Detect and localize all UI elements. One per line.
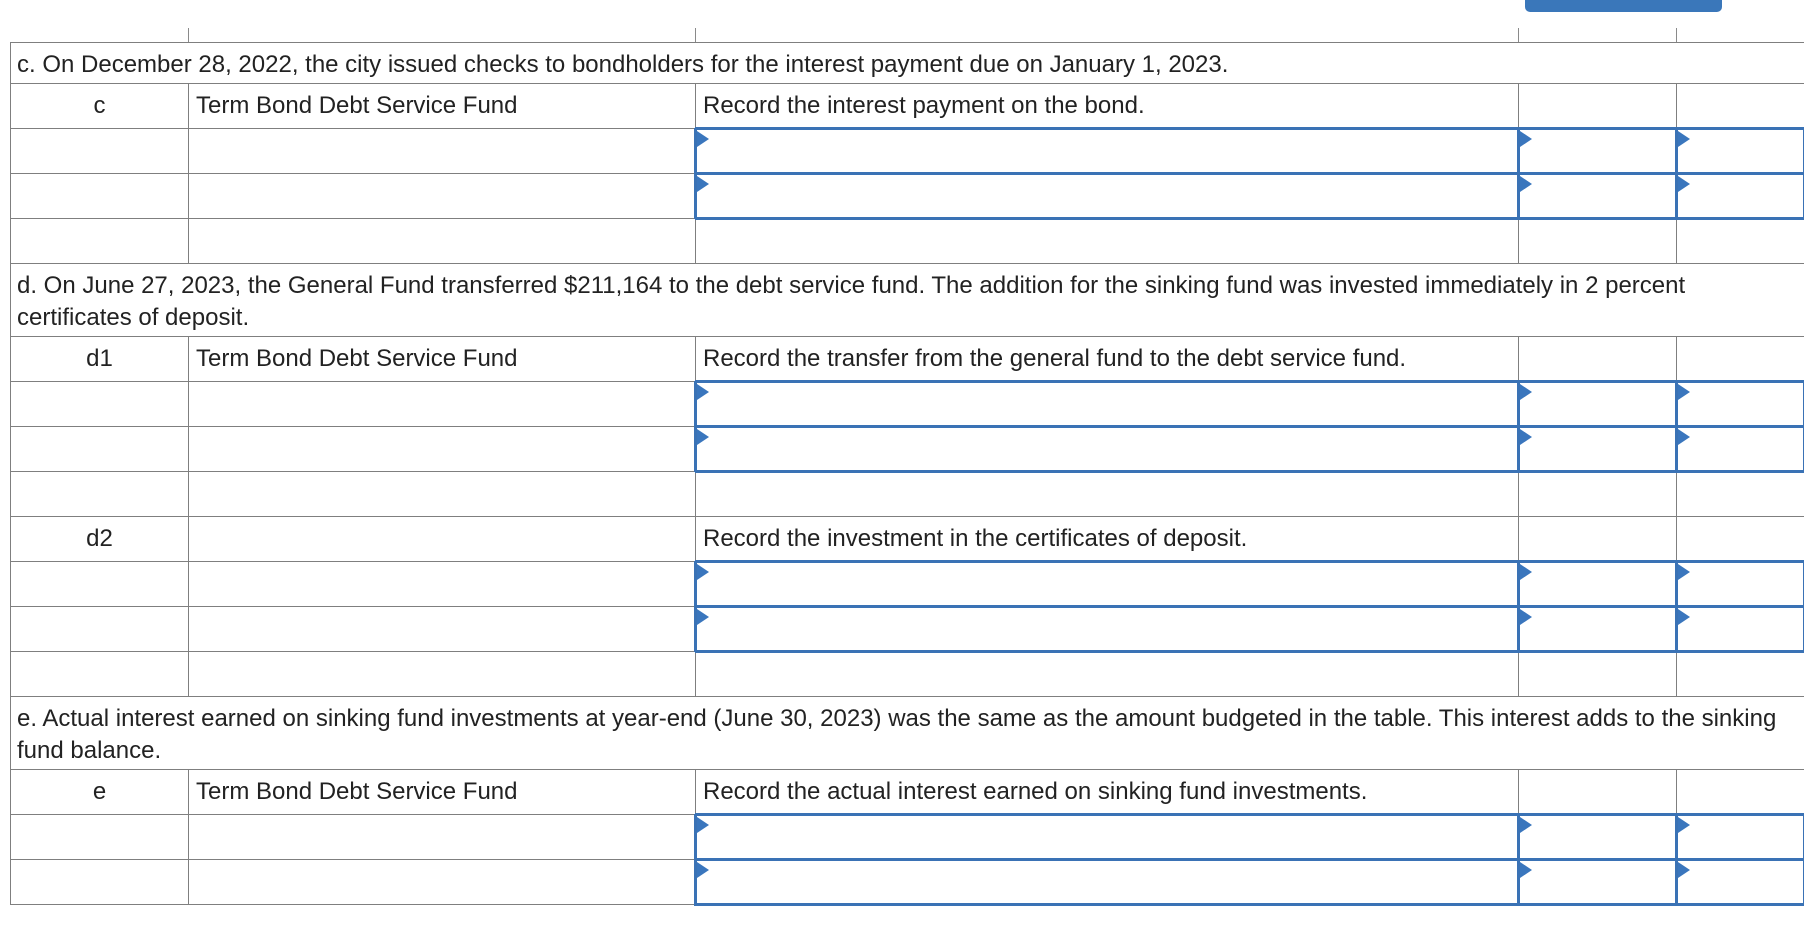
debit-cell[interactable] (1519, 815, 1677, 860)
dropdown-marker-icon (697, 384, 709, 400)
blank-cell (696, 652, 1519, 697)
blank-cell (1677, 219, 1804, 264)
spacer-row (11, 652, 1804, 697)
spacer-row (11, 219, 1804, 264)
debit-cell[interactable] (1519, 860, 1677, 905)
column-divider (695, 28, 696, 42)
credit-input[interactable] (1678, 563, 1803, 605)
journal-entry-table (10, 42, 1804, 906)
account-select[interactable] (696, 382, 1519, 427)
blank-cell (1519, 219, 1677, 264)
credit-cell[interactable] (1677, 174, 1804, 219)
entry-header-row (11, 770, 1804, 815)
transaction-d-description: d. On June 27, 2023, the General Fund transferred $211,164 to the debt service fund. The addition for the sinking fund was invested immediately in 2 percent certificates of deposit. (11, 264, 1804, 337)
dropdown-marker-icon (697, 817, 709, 833)
account-input[interactable] (697, 861, 1517, 903)
column-divider (1518, 28, 1519, 42)
journal-input-row (11, 562, 1804, 607)
journal-input-row (11, 129, 1804, 174)
blank-cell (11, 219, 189, 264)
credit-cell[interactable] (1677, 382, 1804, 427)
debit-cell[interactable] (1519, 427, 1677, 472)
blank-cell (11, 174, 189, 219)
blank-cell (11, 382, 189, 427)
transaction-c-description: c. On December 28, 2022, the city issued checks to bondholders for the interest payment due on January 1, 2023. (11, 43, 1804, 84)
entry-label: d2 (11, 517, 189, 562)
dropdown-marker-icon (1678, 817, 1690, 833)
dropdown-marker-icon (1678, 176, 1690, 192)
blank-cell (189, 860, 696, 905)
debit-header-cell (1519, 84, 1677, 129)
debit-input[interactable] (1520, 861, 1675, 903)
fund-name: Term Bond Debt Service Fund (189, 770, 696, 815)
account-select[interactable] (696, 607, 1519, 652)
debit-cell[interactable] (1519, 129, 1677, 174)
credit-input[interactable] (1678, 175, 1803, 217)
dropdown-marker-icon (697, 862, 709, 878)
account-input[interactable] (697, 130, 1517, 172)
blank-cell (189, 562, 696, 607)
fund-name: Term Bond Debt Service Fund (189, 84, 696, 129)
debit-input[interactable] (1520, 608, 1675, 650)
dropdown-marker-icon (697, 564, 709, 580)
blank-cell (189, 174, 696, 219)
blank-cell (1519, 652, 1677, 697)
account-select[interactable] (696, 860, 1519, 905)
blank-cell (189, 607, 696, 652)
credit-input[interactable] (1678, 130, 1803, 172)
account-input[interactable] (697, 428, 1517, 470)
dropdown-marker-icon (1678, 429, 1690, 445)
entry-label: c (11, 84, 189, 129)
account-input[interactable] (697, 175, 1517, 217)
dropdown-marker-icon (1678, 131, 1690, 147)
dropdown-marker-icon (1678, 564, 1690, 580)
entry-header-row (11, 337, 1804, 382)
entry-instruction: Record the interest payment on the bond. (696, 84, 1519, 129)
credit-header-cell (1677, 517, 1804, 562)
debit-input[interactable] (1520, 175, 1675, 217)
debit-input[interactable] (1520, 563, 1675, 605)
debit-input[interactable] (1520, 816, 1675, 858)
dropdown-marker-icon (1520, 429, 1532, 445)
credit-header-cell (1677, 337, 1804, 382)
account-input[interactable] (697, 563, 1517, 605)
blank-cell (11, 472, 189, 517)
column-divider (188, 28, 189, 42)
account-select[interactable] (696, 174, 1519, 219)
journal-input-row (11, 382, 1804, 427)
journal-input-row (11, 860, 1804, 905)
account-select[interactable] (696, 427, 1519, 472)
credit-cell[interactable] (1677, 129, 1804, 174)
dropdown-marker-icon (1520, 384, 1532, 400)
debit-input[interactable] (1520, 428, 1675, 470)
debit-cell[interactable] (1519, 562, 1677, 607)
blank-cell (189, 472, 696, 517)
credit-cell[interactable] (1677, 427, 1804, 472)
journal-input-row (11, 174, 1804, 219)
blank-cell (11, 427, 189, 472)
credit-input[interactable] (1678, 816, 1803, 858)
dropdown-marker-icon (697, 131, 709, 147)
credit-cell[interactable] (1677, 815, 1804, 860)
account-select[interactable] (696, 815, 1519, 860)
entry-header-row (11, 517, 1804, 562)
dropdown-marker-icon (1678, 609, 1690, 625)
credit-input[interactable] (1678, 608, 1803, 650)
account-input[interactable] (697, 383, 1517, 425)
blank-cell (696, 219, 1519, 264)
debit-header-cell (1519, 517, 1677, 562)
dropdown-marker-icon (1520, 609, 1532, 625)
submit-button[interactable] (1525, 0, 1722, 12)
blank-cell (11, 129, 189, 174)
blank-cell (696, 472, 1519, 517)
blank-cell (189, 219, 696, 264)
account-select[interactable] (696, 562, 1519, 607)
dropdown-marker-icon (1678, 384, 1690, 400)
blank-cell (189, 382, 696, 427)
entry-instruction: Record the transfer from the general fund to the debt service fund. (696, 337, 1519, 382)
dropdown-marker-icon (697, 176, 709, 192)
account-input[interactable] (697, 816, 1517, 858)
credit-header-cell (1677, 770, 1804, 815)
credit-cell[interactable] (1677, 860, 1804, 905)
credit-input[interactable] (1678, 861, 1803, 903)
blank-cell (1677, 652, 1804, 697)
journal-input-row (11, 815, 1804, 860)
dropdown-marker-icon (1520, 817, 1532, 833)
debit-header-cell (1519, 337, 1677, 382)
debit-cell[interactable] (1519, 174, 1677, 219)
spacer-row (11, 472, 1804, 517)
blank-cell (11, 815, 189, 860)
entry-instruction: Record the actual interest earned on sinking fund investments. (696, 770, 1519, 815)
entry-header-row (11, 84, 1804, 129)
blank-cell (11, 607, 189, 652)
blank-cell (11, 652, 189, 697)
blank-cell (11, 860, 189, 905)
entry-label: e (11, 770, 189, 815)
account-select[interactable] (696, 129, 1519, 174)
blank-cell (1677, 472, 1804, 517)
blank-cell (11, 562, 189, 607)
debit-header-cell (1519, 770, 1677, 815)
fund-name (189, 517, 696, 562)
debit-input[interactable] (1520, 130, 1675, 172)
credit-cell[interactable] (1677, 607, 1804, 652)
column-divider (1676, 28, 1677, 42)
credit-header-cell (1677, 84, 1804, 129)
blank-cell (189, 652, 696, 697)
dropdown-marker-icon (1520, 564, 1532, 580)
blank-cell (189, 427, 696, 472)
credit-input[interactable] (1678, 428, 1803, 470)
credit-cell[interactable] (1677, 562, 1804, 607)
blank-cell (1519, 472, 1677, 517)
dropdown-marker-icon (1520, 131, 1532, 147)
dropdown-marker-icon (1520, 862, 1532, 878)
dropdown-marker-icon (1678, 862, 1690, 878)
transaction-e-description: e. Actual interest earned on sinking fund investments at year-end (June 30, 2023) was the same as the amount budgeted in the table. This interest adds to the sinking fund balance. (11, 697, 1804, 770)
credit-input[interactable] (1678, 383, 1803, 425)
dropdown-marker-icon (1520, 176, 1532, 192)
dropdown-marker-icon (697, 609, 709, 625)
fund-name: Term Bond Debt Service Fund (189, 337, 696, 382)
transaction-description-row (11, 697, 1804, 770)
debit-cell[interactable] (1519, 607, 1677, 652)
journal-input-row (11, 607, 1804, 652)
blank-cell (189, 815, 696, 860)
blank-cell (189, 129, 696, 174)
entry-label: d1 (11, 337, 189, 382)
account-input[interactable] (697, 608, 1517, 650)
journal-input-row (11, 427, 1804, 472)
entry-instruction: Record the investment in the certificates of deposit. (696, 517, 1519, 562)
debit-input[interactable] (1520, 383, 1675, 425)
transaction-description-row (11, 264, 1804, 337)
transaction-description-row (11, 43, 1804, 84)
debit-cell[interactable] (1519, 382, 1677, 427)
dropdown-marker-icon (697, 429, 709, 445)
